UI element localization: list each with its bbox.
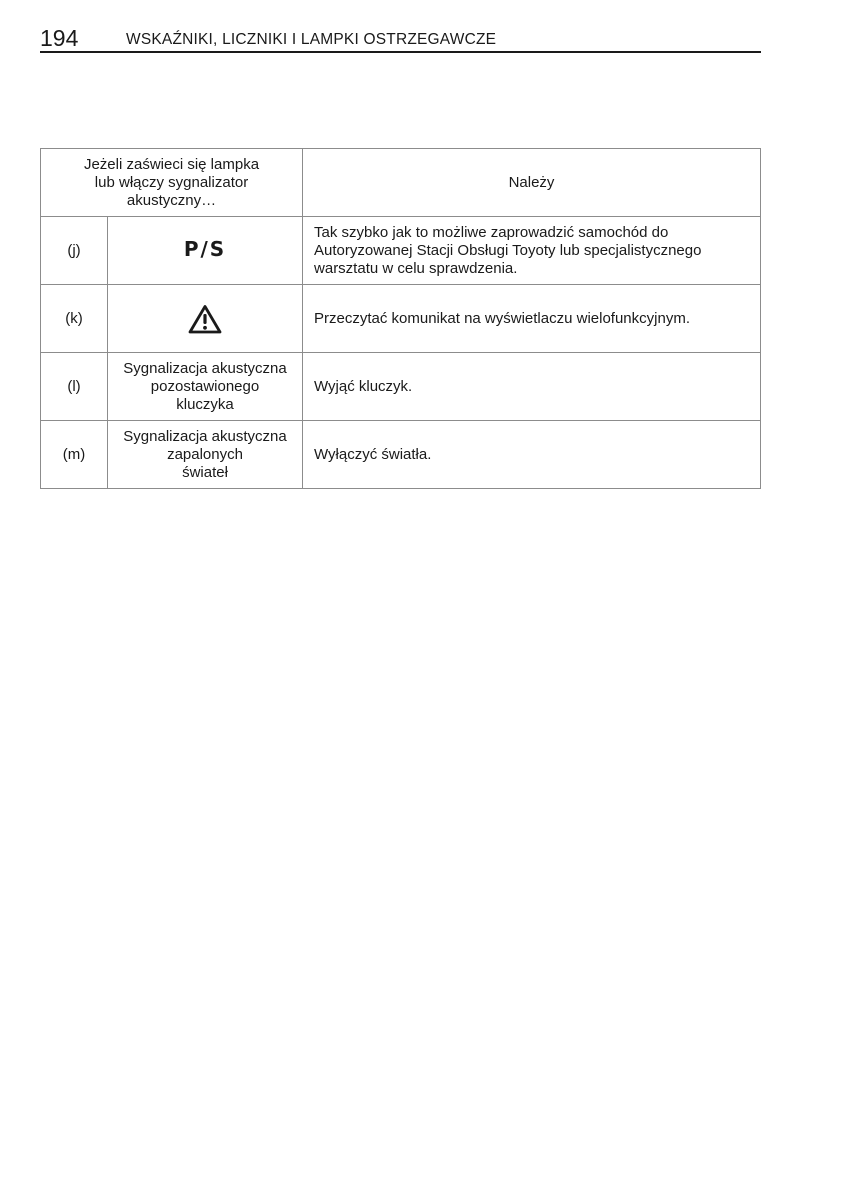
description-line: Sygnalizacja akustyczna — [123, 427, 287, 445]
header-action-cell — [303, 149, 761, 217]
page-number: 194 — [40, 25, 79, 51]
header-condition-cell — [41, 149, 303, 217]
table-row — [41, 285, 761, 353]
row-action — [303, 217, 761, 285]
action-line: Autoryzowanej Stacji Obsługi Toyoty lub specjalistycznego — [314, 241, 702, 259]
row-action — [303, 285, 761, 353]
description-line: kluczyka — [176, 395, 234, 413]
action-line: Wyjąć kluczyk. — [314, 377, 413, 395]
row-description — [108, 353, 303, 421]
header-rule — [40, 51, 761, 53]
header-condition-line: lub włączy sygnalizator — [94, 173, 249, 191]
action-line: Wyłączyć światła. — [314, 445, 432, 463]
action-line: warsztatu w celu sprawdzenia. — [314, 259, 518, 277]
description-line: świateł — [182, 463, 228, 481]
row-description — [108, 421, 303, 489]
row-letter: (m) — [41, 421, 108, 489]
section-title: WSKAŹNIKI, LICZNIKI I LAMPKI OSTRZEGAWCZE — [126, 31, 497, 48]
row-letter: (j) — [41, 217, 108, 285]
warning-triangle-icon — [187, 303, 223, 335]
header-action-label: Należy — [508, 173, 555, 191]
description-line: zapalonych — [167, 445, 243, 463]
description-line: pozostawionego — [150, 377, 260, 395]
table-header-row — [41, 149, 761, 217]
row-action — [303, 421, 761, 489]
row-indicator-cell — [108, 285, 303, 353]
row-action — [303, 353, 761, 421]
action-line: Przeczytać komunikat na wyświetlaczu wielofunkcyjnym. — [314, 309, 690, 327]
power-steering-symbol: P/S — [183, 237, 227, 261]
action-line: Tak szybko jak to możliwe zaprowadzić samochód do — [314, 223, 669, 241]
row-letter: (k) — [41, 285, 108, 353]
header-condition-line: akustyczny… — [126, 191, 217, 209]
table-row — [41, 217, 761, 285]
table-row — [41, 421, 761, 489]
page-header — [40, 24, 761, 52]
row-indicator-cell — [108, 217, 303, 285]
row-letter: (l) — [41, 353, 108, 421]
header-condition-line: Jeżeli zaświeci się lampka — [83, 155, 260, 173]
table-row — [41, 353, 761, 421]
warning-table — [40, 148, 761, 489]
description-line: Sygnalizacja akustyczna — [123, 359, 287, 377]
